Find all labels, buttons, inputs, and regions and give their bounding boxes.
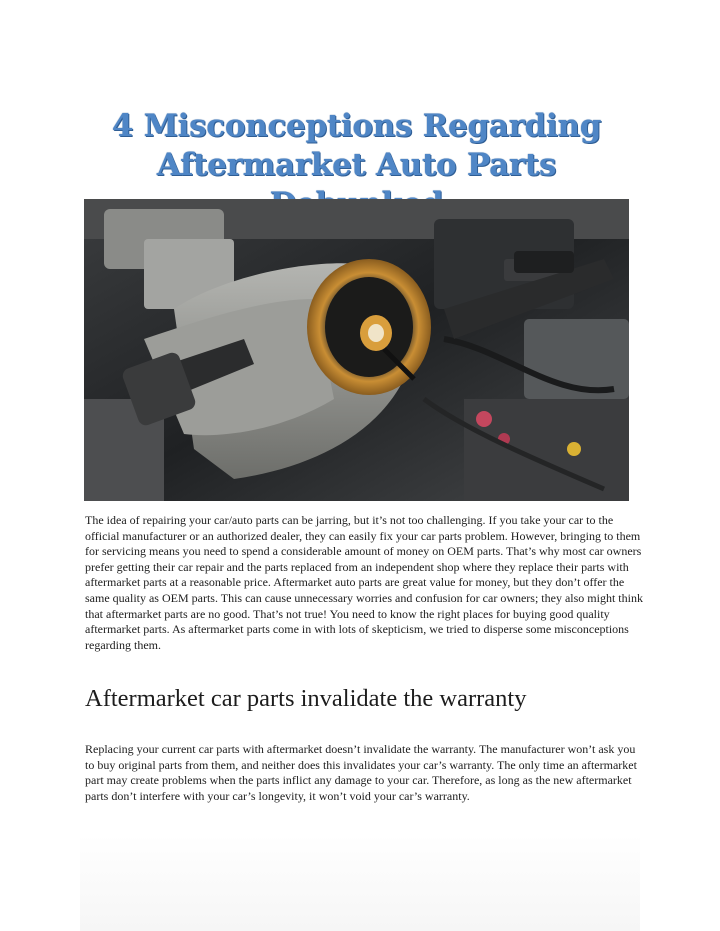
section-paragraph: Replacing your current car parts with aftermarket doesn’t invalidate the warranty. The manufacturer won’t ask you to buy original parts from them, and neither does this invalidates your car’s warranty. The only time an aftermarket part may create problems when the parts inflict any damage to your car. Therefore, as long as the new aftermarket parts don’t interfere with your car’s longevity, it won’t void your car’s warranty. bbox=[85, 742, 637, 803]
page-bottom-shade bbox=[80, 835, 640, 931]
section-heading: Aftermarket car parts invalidate the warranty bbox=[85, 685, 527, 712]
document-title: 4 Misconceptions Regarding Aftermarket Auto Parts bbox=[111, 107, 602, 183]
intro-paragraph: The idea of repairing your car/auto parts can be jarring, but it’s not too challenging. If you take your car to the official manufacturer or an authorized dealer, they can easily fix your car parts problem. However, bringing to them for servicing means you need to spend a considerable amount of money on OEM parts. That’s why most car owners prefer getting their car repair and the parts replaced from an independent shop where they replace their parts with aftermarket parts at a reasonable price. Aftermarket auto parts are great value for money, but they don’t offer the same quality as OEM parts. This can cause unnecessary worries and confusion for car owners; they also might think that aftermarket parts are no good. That’s not true! You need to know the right places for buying good quality aftermarket parts. As aftermarket parts come in with lots of skepticism, we tried to disperse some misconceptions regarding them. bbox=[85, 513, 643, 652]
steering-column-photo bbox=[84, 199, 629, 501]
